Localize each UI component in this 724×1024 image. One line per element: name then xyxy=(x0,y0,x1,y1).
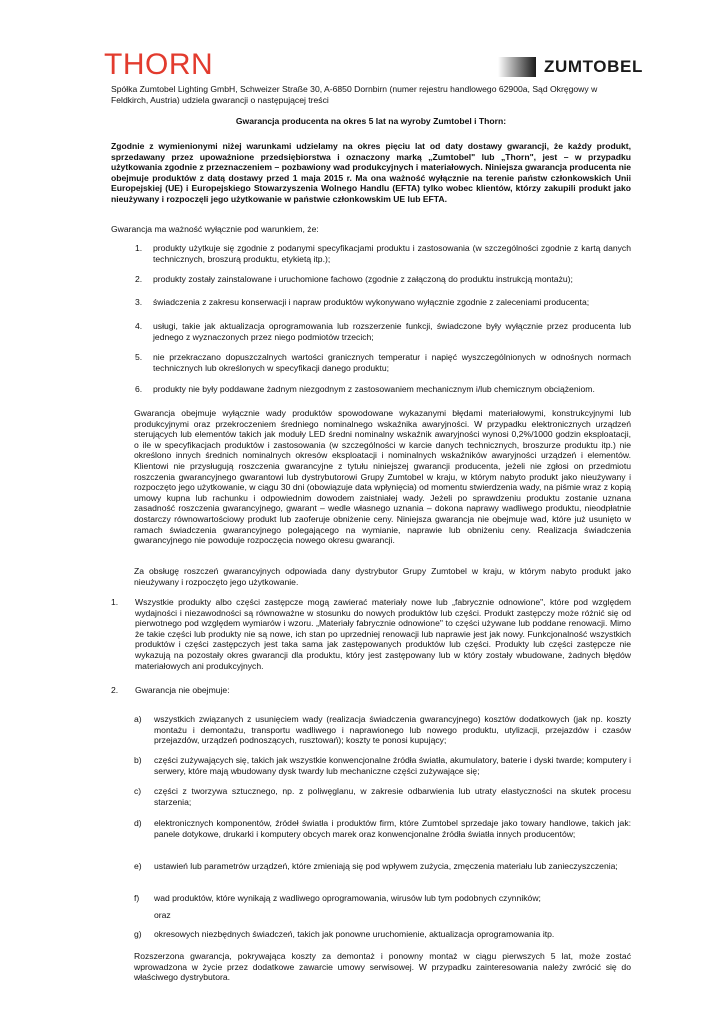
zumtobel-mark-icon xyxy=(498,57,536,77)
condition-number: 1. xyxy=(135,243,143,253)
exclusion-text: wad produktów, które wynikają z wadliwego oprogramowania, wirusów lub tym podobnych czynników; xyxy=(154,893,541,903)
section-text: Wszystkie produkty albo części zastępcze mogą zawierać materiały nowe lub „fabrycznie odnowione", które pod względem wydajności i niezawodności są równoważne w stosunku do nowych produktów lub części. Produkt zastępczy może różnić się od pierwotnego pod względem wymiarów i wzoru. „Materiały fabrycznie odnowione" to części używane lub poddane renowacji. Mimo że takie części lub produkty nie są nowe, ich stan po uprzedniej renowacji lub naprawie jest jak nowy. Funkcjonalność wszystkich produktów i części zastępczych jest taka sama jak zastępowanych produktów lub części. Produkty lub części zastępcze nie wykazują na pozostały okres gwarancji dla produktu, który jest zastępowany lub w który zostały wbudowane, żadnych błędów materiałowych ani produkcyjnych. xyxy=(135,597,631,671)
exclusion-text: ustawień lub parametrów urządzeń, które zmieniają się pod wpływem zużycia, zmęczenia materiału lub zanieczyszczenia; xyxy=(154,861,618,871)
closing-paragraph: Rozszerzona gwarancja, pokrywająca koszty za demontaż i ponowny montaż w ciągu pierwszych 5 lat, może zostać wprowadzona w życie przez dodatkowe zawarcie umowy serwisowej. W przypadku zainteresowania należy zwrócić się do właściwego dystrybutora. xyxy=(134,951,631,983)
condition-number: 3. xyxy=(135,297,143,307)
intro-paragraph: Spółka Zumtobel Lighting GmbH, Schweizer Straße 30, A-6850 Dornbirn (numer rejestru handlowego 62900a, Sąd Okręgowy w Feldkirch, Austria) udziela gwarancji o następującej treści xyxy=(111,84,598,105)
exclusion-text: elektronicznych komponentów, źródeł światła i produktów firm, które Zumtobel sprzedaje jako towary handlowe, takich jak: panele dotykowe, drukarki i komputery obcych marek oraz konwencjonalne źródła światła innych producentów; xyxy=(154,818,631,839)
zumtobel-wordmark: ZUMTOBEL xyxy=(544,56,643,76)
exclusion-letter: d) xyxy=(134,818,142,828)
service-paragraph: Za obsługę roszczeń gwarancyjnych odpowiada dany dystrybutor Grupy Zumtobel w kraju, w którym nabyto produkt jako nieużywany i rozpoczęto jego użytkowanie. xyxy=(134,566,631,587)
guarantee-summary-paragraph: Zgodnie z wymienionymi niżej warunkami udzielamy na okres pięciu lat od daty dostawy gwarancji, że każdy produkt, sprzedawany przez upoważnione przedsiębiorstwa i oznaczony marką „Zumtobel" lub „Thorn", jest – w przypadku użytkowania zgodnie z przeznaczeniem – pozbawiony wad produkcyjnych i materiałowych. Niniejsza gwarancja producenta nie obejmuje produktów z datą dostawy przed 1 maja 2015 r. Ma ona ważność wyłącznie na terenie państw członkowskich Unii Europejskiej (UE) i Europejskiego Stowarzyszenia Wolnego Handlu (EFTA) tylko wobec klientów, którzy zakupili produkt jako nieużywany i rozpoczęli jego użytkowanie w państwie członkowskim UE lub EFTA. xyxy=(111,141,631,204)
conditions-lead: Gwarancja ma ważność wyłącznie pod warunkiem, że: xyxy=(111,224,319,234)
exclusion-text: części zużywających się, takich jak wszystkie konwencjonalne źródła światła, akumulatory, baterie i dyski twarde; komputery i serwery, które mają wbudowany dysk twardy lub mechaniczne części zużywające się; xyxy=(154,755,631,776)
coverage-paragraph: Gwarancja obejmuje wyłącznie wady produktów spowodowane wykazanymi błędami materiałowymi, konstrukcyjnymi lub produkcyjnymi oraz przekroczeniem średniego nominalnego wskaźnika awaryjności. W przypadku elektronicznych urządzeń sterujących lub elementów takich jak moduły LED średni nominalny wskaźnik awaryjności wynosi 0,2%/1000 godzin eksploatacji, o ile w specyfikacjach produktów i zastosowania (w szczególności w karcie danych technicznych, broszurze produktu itp.) nie określono innych średnich nominalnych okresów eksploatacji i nominalnych wskaźników awaryjności urządzeń i elementów. Klientowi nie przysługują roszczenia gwarancyjne z tytułu niniejszej gwarancji producenta, jeżeli nie zgłosi on przedmiotu roszczenia gwarancyjnego gwarantowi lub dystrybutorowi Grupy Zumtobel w kraju, w którym nabyto produkt jako nieużywany i rozpoczęto jego użytkowanie, w ciągu 30 dni (obowiązuje data wpłynięcia) od momentu stwierdzenia wady, na piśmie wraz z kopią umowy kupna lub rachunku i odpowiednim dowodem zaistniałej wady. Jeżeli po sprawdzeniu produktu zostanie uznana zasadność roszczenia gwarancyjnego, gwarant – wedle własnego uznania – dokona naprawy wadliwego produktu, nieodpłatnie dostarczy równowartościowy produkt lub zaoferuje obniżenie ceny. Niniejsza gwarancja nie obejmuje wad, które już usunięto w ramach świadczenia gwarancyjnego polegającego na wymianie, naprawie lub obniżeniu ceny. Realizacja świadczenia gwarancyjnego nie powoduje rozpoczęcia nowego okresu gwarancji. xyxy=(134,408,631,546)
condition-text: produkty nie były poddawane żadnym niezgodnym z zastosowaniem mechanicznym i/lub chemicznym obciążeniom. xyxy=(153,384,595,394)
condition-text: usługi, takie jak aktualizacja oprogramowania lub rozszerzenie funkcji, świadczone były wyłącznie przez producenta lub jednego z wyznaczonych przez niego podmiotów trzecich; xyxy=(153,321,631,342)
exclusion-letter: c) xyxy=(134,786,142,796)
thorn-logo: THORN xyxy=(104,48,214,81)
exclusion-letter: a) xyxy=(134,714,142,724)
condition-number: 6. xyxy=(135,384,143,394)
exclusion-text: okresowych niezbędnych świadczeń, takich jak ponowne uruchomienie, aktualizacja oprogramowania itp. xyxy=(154,929,555,939)
condition-number: 4. xyxy=(135,321,143,331)
zumtobel-logo xyxy=(498,55,643,79)
exclusion-text: oraz xyxy=(154,910,171,920)
condition-text: produkty użytkuje się zgodnie z podanymi specyfikacjami produktu i zastosowania (w szczególności zgodnie z kartą danych technicznych, broszurą produktu, etykietą itp.); xyxy=(153,243,631,264)
exclusion-letter: b) xyxy=(134,755,142,765)
exclusion-text: wszystkich związanych z usunięciem wady (realizacja świadczenia gwarancyjnego) kosztów dodatkowych (jak np. koszty montażu i demontażu, transportu wadliwego i naprawionego lub nowego produktu, utylizacji, przejazdów i czasów przejazdów, urządzeń podnoszących, rusztowań); koszty te ponosi kupujący; xyxy=(154,714,631,746)
condition-text: świadczenia z zakresu konserwacji i napraw produktów wykonywano wyłącznie zgodnie z zaleceniami producenta; xyxy=(153,297,590,307)
exclusion-text: części z tworzywa sztucznego, np. z poliwęglanu, w zakresie odbarwienia lub utraty elastyczności na skutek procesu starzenia; xyxy=(154,786,631,807)
section-number: 2. xyxy=(111,685,119,695)
document-title: Gwarancja producenta na okres 5 lat na wyroby Zumtobel i Thorn: xyxy=(235,116,507,126)
condition-text: produkty zostały zainstalowane i uruchomione fachowo (zgodnie z załączoną do produktu instrukcją montażu); xyxy=(153,274,573,284)
exclusion-letter: g) xyxy=(134,929,142,939)
exclusion-letter: e) xyxy=(134,861,142,871)
condition-text: nie przekraczano dopuszczalnych wartości granicznych temperatur i napięć wyszczególnionych w odnośnych normach technicznych lub określonych w specyfikacji danego produktu; xyxy=(153,352,631,373)
condition-number: 5. xyxy=(135,352,143,362)
exclusion-letter: f) xyxy=(134,893,140,903)
section-number: 1. xyxy=(111,597,119,607)
condition-number: 2. xyxy=(135,274,143,284)
section-text: Gwarancja nie obejmuje: xyxy=(135,685,230,695)
